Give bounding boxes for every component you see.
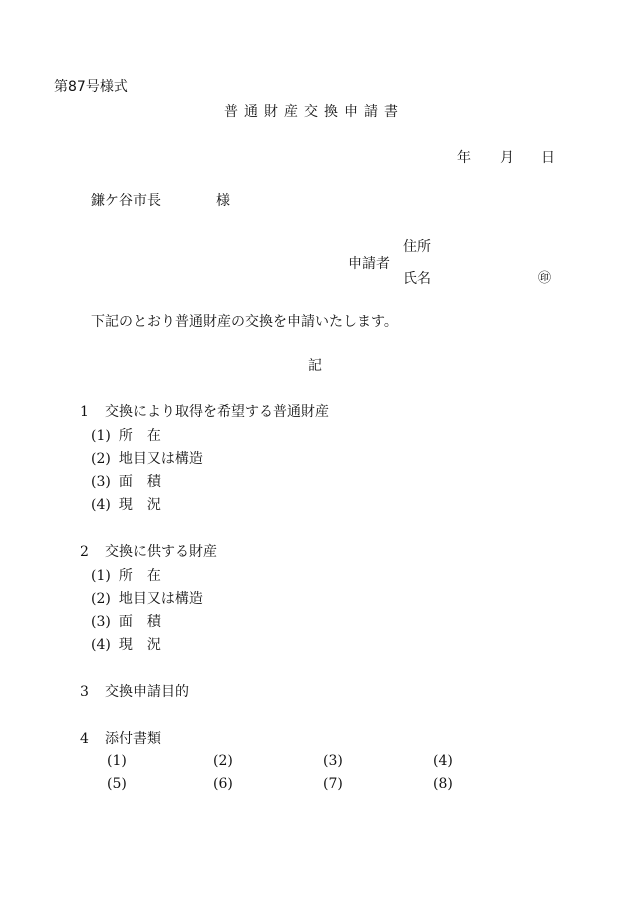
- attachment-item: (5): [107, 776, 127, 792]
- attachment-item: (6): [213, 776, 233, 792]
- document-title: 普通財産交換申請書: [224, 104, 404, 120]
- item-label: 面 積: [118, 614, 161, 630]
- form-number: 第87号様式: [54, 79, 128, 95]
- item-label: 地目又は構造: [118, 451, 203, 467]
- section-1-number: 1: [80, 404, 89, 420]
- section-2-item: [91, 614, 161, 630]
- attachment-item: (4): [433, 753, 453, 769]
- attachment-item: (7): [323, 776, 343, 792]
- section-3-number: 3: [80, 684, 89, 700]
- item-number: (1): [91, 568, 111, 584]
- item-number: (3): [91, 474, 111, 490]
- attachment-item: (8): [433, 776, 453, 792]
- item-label: 現 況: [118, 497, 161, 513]
- applicant-address-label: 住所: [403, 239, 431, 255]
- section-1-item: [91, 451, 203, 467]
- section-1-item: [91, 497, 161, 513]
- attachment-item: (2): [213, 753, 233, 769]
- item-label: 所 在: [118, 428, 161, 444]
- item-label: 所 在: [118, 568, 161, 584]
- item-label: 面 積: [118, 474, 161, 490]
- item-number: (1): [91, 428, 111, 444]
- section-4-title: 添付書類: [105, 731, 161, 747]
- section-1-item: [91, 474, 161, 490]
- section-2-number: 2: [80, 544, 89, 560]
- section-2-item: [91, 591, 203, 607]
- section-4-number: 4: [80, 731, 89, 747]
- section-2-item: [91, 637, 161, 653]
- date-year-label: 年: [457, 150, 471, 166]
- item-number: (3): [91, 614, 111, 630]
- applicant-label: 申請者: [348, 256, 390, 272]
- attachment-item: (3): [323, 753, 343, 769]
- item-number: (2): [91, 451, 111, 467]
- item-label: 現 況: [118, 637, 161, 653]
- section-3-title: 交換申請目的: [105, 684, 189, 700]
- section-2-item: [91, 568, 161, 584]
- attachment-item: (1): [107, 753, 127, 769]
- intro-text: 下記のとおり普通財産の交換を申請いたします。: [91, 314, 398, 330]
- item-label: 地目又は構造: [118, 591, 203, 607]
- section-2-title: 交換に供する財産: [105, 544, 217, 560]
- addressee-name: 鎌ケ谷市長: [91, 193, 161, 209]
- addressee-honorific: 様: [216, 193, 230, 209]
- seal-mark-icon: ㊞: [538, 271, 552, 286]
- ki-heading: 記: [308, 358, 322, 374]
- section-1-title: 交換により取得を希望する普通財産: [105, 404, 329, 420]
- date-day-label: 日: [541, 150, 555, 166]
- date-month-label: 月: [500, 150, 514, 166]
- item-number: (4): [91, 497, 111, 513]
- applicant-name-label: 氏名: [403, 271, 431, 287]
- item-number: (2): [91, 591, 111, 607]
- section-1-item: [91, 428, 161, 444]
- item-number: (4): [91, 637, 111, 653]
